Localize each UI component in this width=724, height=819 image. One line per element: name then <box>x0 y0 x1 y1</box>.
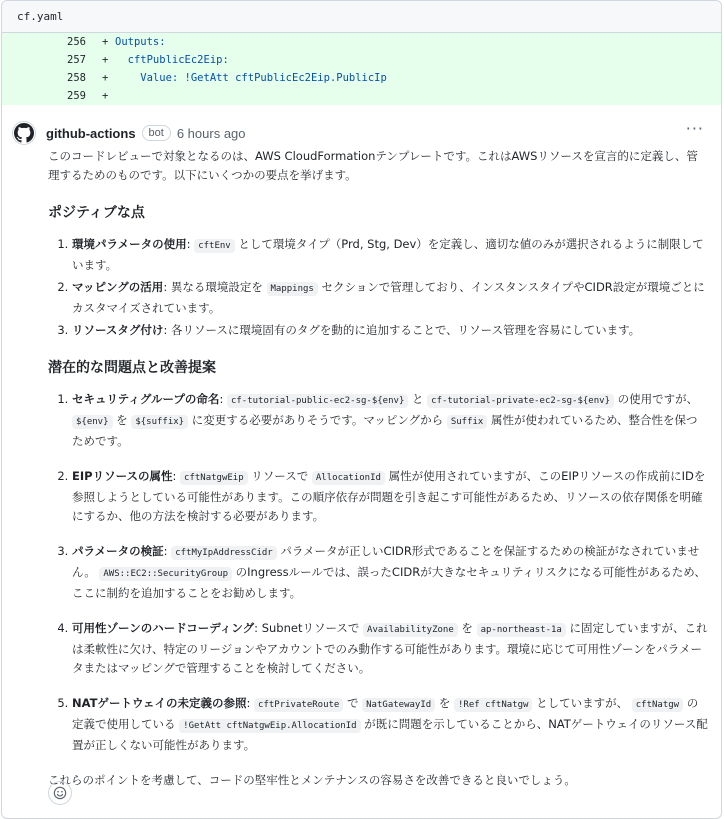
smiley-icon-glyph <box>53 786 67 800</box>
kebab-horizontal-icon[interactable]: ··· <box>685 119 704 138</box>
inline-code: cf-tutorial-private-ec2-sg-${env} <box>427 394 614 408</box>
issues-list <box>72 390 708 755</box>
item-text: と <box>412 392 424 406</box>
item-text: の使用ですが、 <box>617 392 699 406</box>
item-text: を <box>116 413 128 427</box>
diff-code: Outputs: <box>115 36 166 48</box>
diff-hunk <box>2 33 721 105</box>
file-name[interactable]: cf.yaml <box>17 10 64 23</box>
item-text: を <box>461 621 473 635</box>
github-mark-icon <box>14 123 34 143</box>
item-text: セクションで管理しており、インスタンスタイプやCIDR設定が環境ごとにカスタマイズされています。 <box>72 280 705 315</box>
inline-code: cftEnv <box>194 239 235 253</box>
smiley-icon[interactable] <box>48 781 72 805</box>
item-text: : 異なる環境設定を <box>163 280 263 294</box>
item-text: としていますが、 <box>536 696 629 710</box>
list-item <box>72 619 708 678</box>
inline-code: ap-northeast-1a <box>477 623 566 637</box>
item-text: のIngressルールでは、誤ったCIDRが大きなセキュリティリスクになる可能性があるため、ここに制約を追加することをお勧めします。 <box>72 565 706 600</box>
item-text: を <box>438 696 451 710</box>
positive-list <box>72 235 708 340</box>
diff-line <box>2 33 721 51</box>
inline-code: ${env} <box>72 415 113 429</box>
item-text: 属性が使われているため、整合性を保つためです。 <box>72 413 698 448</box>
list-item: 5. NATゲートウェイの未定義の参照: cftPrivateRoute で NatGatewayId を !Ref cftNatgw としていますが、 cftNatgw の定義で使用している !GetAtt cftNatgwEip.AllocationId が既に問題を示していることから、NATゲートウェイのリソース配置が正しくない可能性があります。 <box>72 694 708 755</box>
item-title: リソースタグ付け <box>72 323 164 337</box>
item-text: に固定していますが、これは柔軟性に欠け、特定のリージョンやアカウントでのみ動作する可能性があります。環境に応じて可用性ゾーンをパラメータまたはマッピングで管理することを検討してください。 <box>72 621 708 675</box>
avatar[interactable] <box>12 121 36 145</box>
closing-text: これらのポイントを考慮して、コードの堅牢性とメンテナンスの容易さを改善できると良いでしょう。 <box>48 773 576 787</box>
timestamp[interactable]: 6 hours ago <box>176 125 246 141</box>
item-text: に変更する必要がありそうです。マッピングから <box>191 413 444 427</box>
issues-heading: 潜在的な問題点と改善提案 <box>48 360 216 376</box>
list-item: 2. EIPリソースの属性: cftNatgwEip リソースで AllocationId 属性が使用されていますが、このEIPリソースの作成前にIDを参照しようとしている可能性があります。この順序依存が問題を引き起こす可能性があるため、リソースの依存関係を明確にするか、他の方法を検討する必要があります。 <box>72 467 708 526</box>
item-text: パラメータが正しいCIDR形式であることを保証するための検証がなされていません。 <box>72 544 700 579</box>
comment-body <box>48 147 708 790</box>
diff-sign: + <box>102 54 109 66</box>
inline-code: NatGatewayId <box>362 698 435 712</box>
list-item: 1. 環境パラメータの使用: cftEnv として環境タイプ（Prd, Stg, Dev）を定義し、適切な値のみが選択されるように制限しています。 <box>72 235 708 275</box>
item-title: セキュリティグループの命名 <box>72 392 220 406</box>
inline-code: cftPrivateRoute <box>254 698 343 712</box>
inline-code: Mappings <box>267 282 318 296</box>
line-number[interactable]: 256 <box>67 36 86 48</box>
item-text: 属性が使用されていますが、このEIPリソースの作成前にIDを参照しようとしている可能性があります。この順序依存が問題を引き起こす可能性があるため、リソースの依存関係を明確にするか、他の方法を検討する必要があります。 <box>72 469 706 523</box>
line-number[interactable]: 259 <box>67 90 86 102</box>
positive-heading: ポジティブな点 <box>48 205 145 221</box>
file-path-header <box>2 1 721 33</box>
line-number[interactable]: 257 <box>67 54 86 66</box>
diff-code: Value: !GetAtt cftPublicEc2Eip.PublicIp <box>115 72 387 84</box>
item-title: 環境パラメータの使用 <box>72 237 187 251</box>
inline-code: AWS::EC2::SecurityGroup <box>99 567 232 581</box>
inline-code: AllocationId <box>312 471 385 485</box>
inline-code: cftMyIpAddressCidr <box>171 546 277 560</box>
diff-line <box>2 87 721 105</box>
author-link[interactable]: github-actions <box>46 125 136 141</box>
diff-line <box>2 51 721 69</box>
item-title: NATゲートウェイの未定義の参照 <box>72 696 247 710</box>
list-item <box>72 321 708 340</box>
item-text: の定義で使用している <box>72 696 699 731</box>
list-item: 3. パラメータの検証: cftMyIpAddressCidr パラメータが正しいCIDR形式であることを保証するための検証がなされていません。 AWS::EC2::SecurityGroup のIngressルールでは、誤ったCIDRが大きなセキュリティリスクになる可能性があるため、ここに制約を追加することをお勧めします。 <box>72 542 708 603</box>
inline-code: Suffix <box>447 415 488 429</box>
intro-text: このコードレビューで対象となるのは、AWS CloudFormationテンプレートです。これはAWSリソースを宣言的に定義し、管理するためのものです。以下にいくつかの要点を挙げます。 <box>48 149 698 182</box>
item-title: 可用性ゾーンのハードコーディング <box>72 621 255 635</box>
inline-code: cf-tutorial-public-ec2-sg-${env} <box>227 394 408 408</box>
item-title: パラメータの検証 <box>72 544 164 558</box>
item-text: : Subnetリソースで <box>254 621 360 635</box>
diff-line <box>2 69 721 87</box>
item-title: EIPリソースの属性 <box>72 469 173 483</box>
comment-header <box>12 119 712 143</box>
line-number[interactable]: 258 <box>67 72 86 84</box>
item-text: で <box>346 696 359 710</box>
list-item <box>72 278 708 318</box>
inline-code: !Ref cftNatgw <box>454 698 532 712</box>
bot-badge: bot <box>142 125 171 141</box>
item-text: として環境タイプ（Prd, Stg, Dev）を定義し、適切な値のみが選択されるように制限しています。 <box>72 237 704 272</box>
item-text: リソースで <box>251 469 309 483</box>
diff-sign: + <box>102 72 109 84</box>
inline-code: !GetAtt cftNatgwEip.AllocationId <box>179 719 360 733</box>
inline-code: ${suffix} <box>131 415 188 429</box>
list-item: 1. セキュリティグループの命名: cf-tutorial-public-ec2-sg-${env} と cf-tutorial-private-ec2-sg-${env} の使用ですが、 ${env} を ${suffix} に変更する必要がありそうです。マッピングから Suffix 属性が使われているため、整合性を保つためです。 <box>72 390 708 451</box>
item-text: が既に問題を示していることから、NATゲートウェイのリソース配置が正しくない可能性があります。 <box>72 717 708 752</box>
review-comment-thread <box>1 0 722 819</box>
item-text: : 各リソースに環境固有のタグを動的に追加することで、リソース管理を容易にしています。 <box>163 323 641 337</box>
inline-code: AvailabilityZone <box>363 623 458 637</box>
item-title: マッピングの活用 <box>72 280 164 294</box>
inline-code: cftNatgw <box>632 698 683 712</box>
inline-code: cftNatgwEip <box>180 471 248 485</box>
diff-sign: + <box>102 90 109 102</box>
diff-code: cftPublicEc2Eip: <box>115 54 229 66</box>
diff-sign: + <box>102 36 109 48</box>
